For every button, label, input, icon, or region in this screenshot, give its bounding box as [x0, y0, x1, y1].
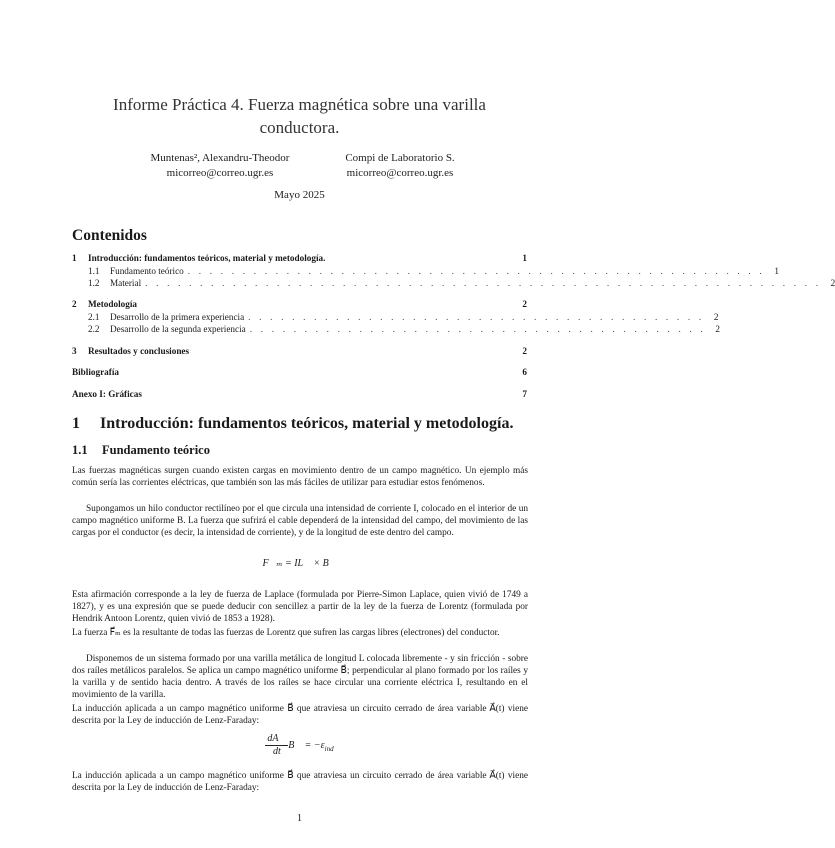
toc-heading: Contenidos — [72, 227, 147, 244]
section-title: Introducción: fundamentos teóricos, material y metodología. — [100, 415, 514, 432]
toc-entry-text: Resultados y conclusiones — [88, 346, 190, 356]
toc-leader: . . . . . . . . . . . . . . . . . . . . . . . . . . . . . . . . . . . . . . . . . . — [248, 312, 705, 322]
toc-entry-page: 1 — [774, 266, 779, 276]
toc-entry-text: Desarrollo de la primera experiencia — [110, 312, 245, 322]
toc-entry-page: 2 — [522, 346, 527, 356]
toc-entry-page: 1 — [522, 253, 527, 263]
toc-entry[interactable] — [72, 345, 527, 358]
toc-leader: . . . . . . . . . . . . . . . . . . . . . . . . . . . . . . . . . . . . . . . . . . — [249, 324, 706, 334]
equation-subscript: ind — [324, 744, 334, 753]
toc-entry-page: 2 — [713, 312, 719, 322]
equation-rest: B⃗ = −ε — [288, 739, 325, 751]
toc-entry-text: Introducción: fundamentos teóricos, material y metodología. — [88, 253, 326, 263]
toc-entry[interactable] — [72, 298, 527, 311]
toc-entry-number: 3 — [72, 346, 77, 356]
toc-entry-text: Material — [110, 278, 142, 288]
toc-entry[interactable] — [88, 323, 720, 336]
toc-entry-number: 1.1 — [88, 266, 100, 276]
author-block-1 — [120, 151, 320, 181]
author-email: micorreo@correo.ugr.es — [166, 167, 274, 179]
section-number: 1 — [72, 415, 80, 432]
paragraph: Disponemos de un sistema formado por una varilla metálica de longitud L colocada libremente - y sin fricción - sobre dos raíles metálicos paralelos. Se aplica un campo magnético uniforme B⃗; perpendicular al plano formado por los raíles y la varilla y de sentido hacia dentro. A través de los raíles se hace circular una corriente eléctrica I, resultando en el movimiento de la varilla. — [72, 654, 528, 701]
toc-entry-text: Desarrollo de la segunda experiencia — [110, 324, 246, 334]
toc-entry[interactable] — [72, 252, 527, 265]
toc-entry-text: Fundamento teórico — [110, 266, 184, 276]
document-date: Mayo 2025 — [274, 189, 325, 201]
toc-entry-text: Anexo I: Gráficas — [72, 389, 142, 399]
author-email: micorreo@correo.ugr.es — [346, 167, 454, 179]
toc-entry-number: 1.2 — [88, 278, 100, 288]
document-title-line-1: Informe Práctica 4. Fuerza magnética sobre una varilla — [113, 95, 486, 114]
paragraph: La inducción aplicada a un campo magnético uniforme B⃗ que atraviesa un circuito cerrado de área variable A⃗(t) viene descrita por la Ley de inducción de Lenz-Faraday: — [72, 771, 528, 794]
toc-entry[interactable] — [72, 366, 527, 379]
paragraph: Las fuerzas magnéticas surgen cuando existen cargas en movimiento dentro de un campo magnético. Un ejemplo más común sería las corrientes eléctricas, que también son las más fáciles de utilizar para estudiar estos fenómenos. — [72, 466, 528, 489]
paragraph: La fuerza F⃗ₘ es la resultante de todas las fuerzas de Lorentz que sufren las cargas libres (electrones) del conductor. — [72, 628, 500, 638]
toc-entry-number: 1 — [72, 253, 77, 263]
author-name: Compi de Laboratorio S. — [345, 152, 455, 164]
toc-leader: . . . . . . . . . . . . . . . . . . . . . . . . . . . . . . . . . . . . . . . . . . . . . . . . . . . . . . . . . . . . . . — [145, 278, 822, 288]
toc-entry-text: Metodología — [88, 299, 137, 309]
toc-entry-number: 2.1 — [88, 312, 100, 322]
toc-entry-page: 6 — [522, 367, 527, 377]
section-heading — [72, 415, 513, 433]
paragraph: Esta afirmación corresponde a la ley de fuerza de Laplace (formulada por Pierre-Simon Laplace, quien vivió de 1749 a 1827), y es una expresión que se puede deducir con sencillez a partir de la ley de la fuerza de Lorentz (formulada por Hendrik Antoon Lorentz, quien vivió de 1853 a 1928). — [72, 590, 528, 625]
author-name: Muntenas², Alexandru-Theodor — [150, 152, 290, 164]
toc-entry-page: 7 — [522, 389, 527, 399]
equation-faraday — [0, 733, 599, 758]
subsection-title: Fundamento teórico — [102, 443, 210, 457]
toc-entry-number: 2 — [72, 299, 77, 309]
toc-entry-page: 2 — [830, 278, 835, 288]
toc-entry-page: 2 — [715, 324, 720, 334]
paragraph: Supongamos un hilo conductor rectilíneo por el que circula una intensidad de corriente I, colocado en el interior de un campo magnético uniforme B. La fuerza que sufrirá el cable dependerá de la intensidad del campo, del movimiento de las cargas por el conductor (es decir, la intensidad de corriente), y de la longitud de este dentro del campo. — [72, 504, 528, 539]
toc-entry-text: Bibliografía — [72, 367, 119, 377]
subsection-heading — [72, 443, 210, 458]
equation-fraction — [265, 733, 288, 758]
equation-laplace: F⃗ₘ = IL⃗ × B⃗ — [262, 558, 337, 569]
fraction-numerator: dA⃗ — [267, 733, 287, 744]
toc-entry-page: 2 — [522, 299, 527, 309]
toc-leader: . . . . . . . . . . . . . . . . . . . . . . . . . . . . . . . . . . . . . . . . . . . . . . . . . . . . . — [187, 266, 765, 276]
toc-entry[interactable] — [88, 277, 835, 290]
subsection-number: 1.1 — [72, 443, 88, 457]
toc-entry[interactable] — [72, 388, 527, 401]
toc-entry-number: 2.2 — [88, 324, 100, 334]
paragraph: La inducción aplicada a un campo magnético uniforme B⃗ que atraviesa un circuito cerrado de área variable A⃗(t) viene descrita por la Ley de inducción de Lenz-Faraday: — [72, 704, 528, 727]
page-number: 1 — [297, 813, 302, 824]
document-title-line-2: conductora. — [259, 118, 340, 137]
fraction-denominator: dt — [272, 746, 281, 757]
author-block-2 — [300, 151, 500, 181]
